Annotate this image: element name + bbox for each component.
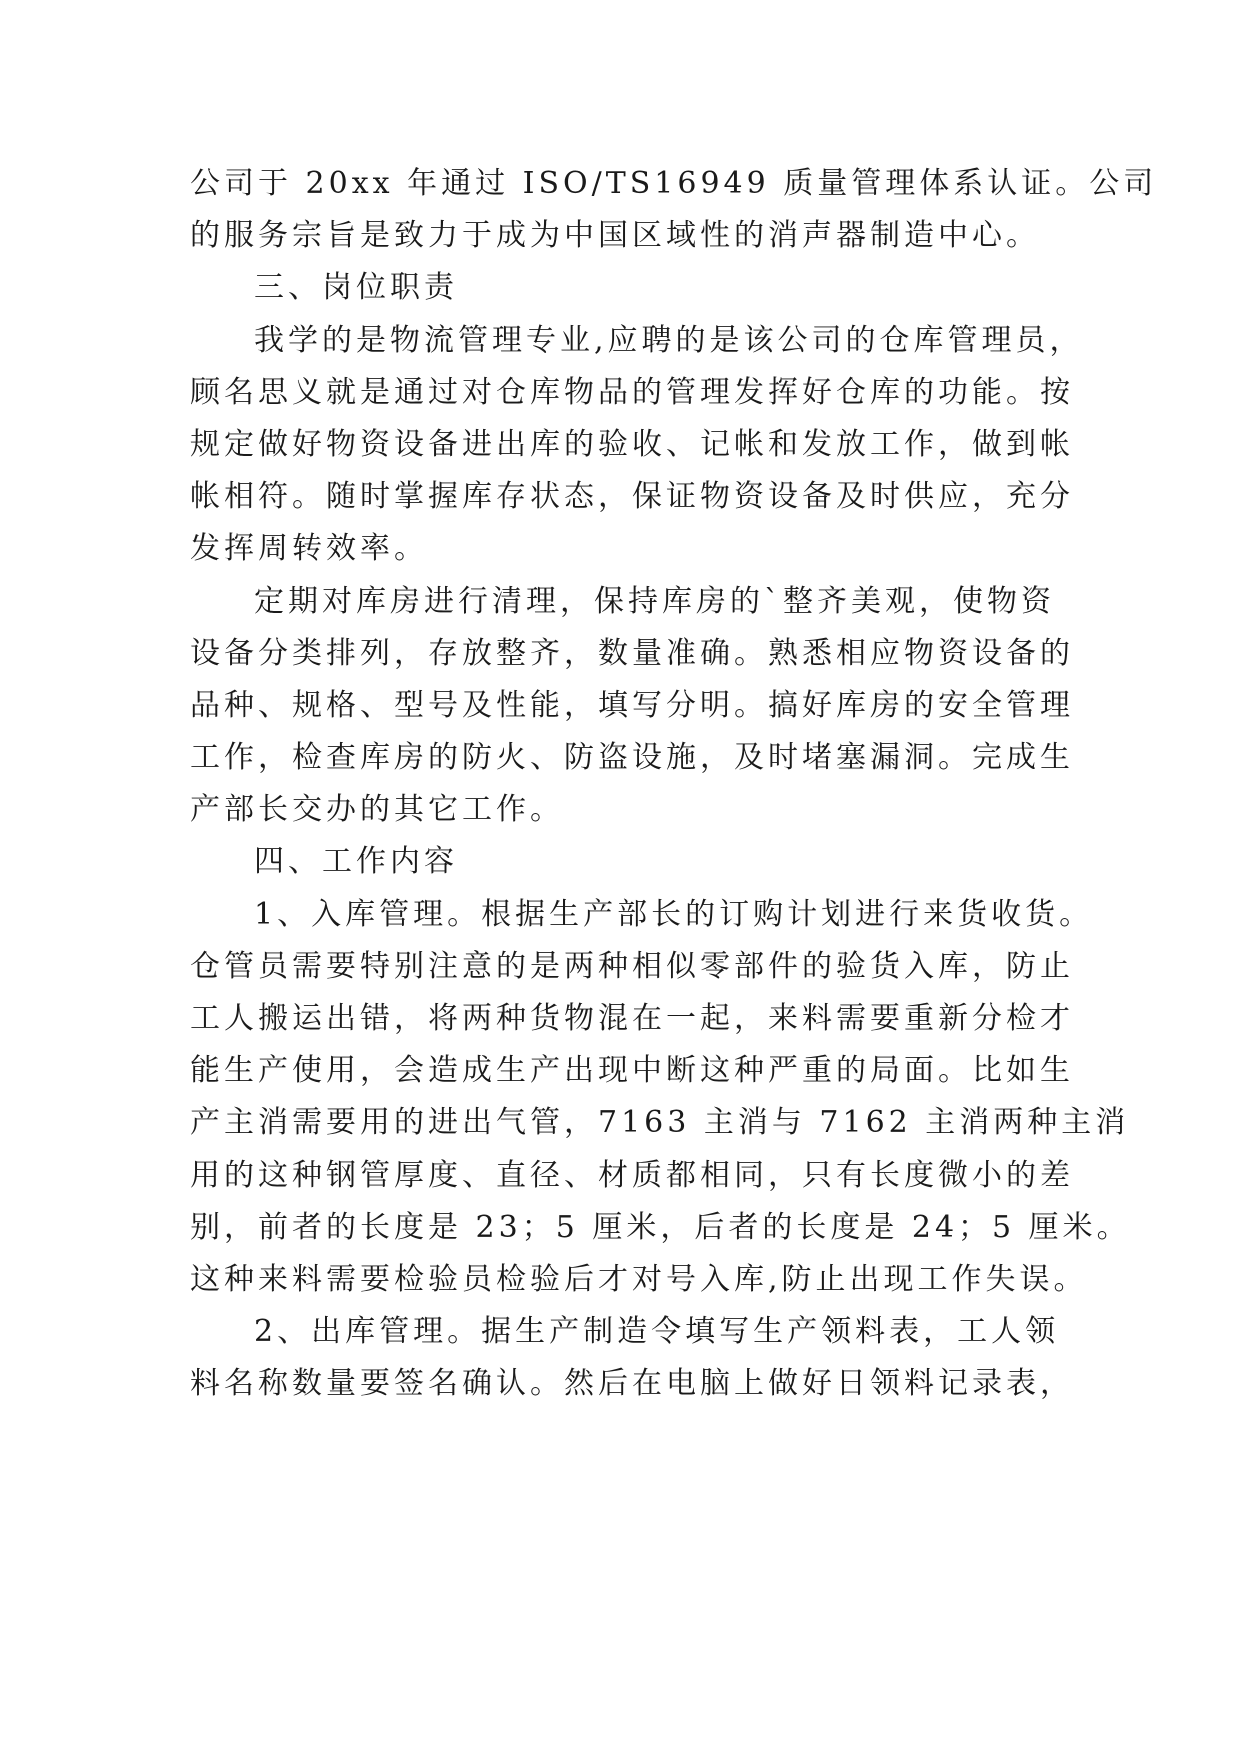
body-line: 发挥周转效率。: [190, 531, 428, 567]
section-heading: 四、工作内容: [254, 844, 458, 880]
body-line: 产主消需要用的进出气管，7163 主消与 7162 主消两种主消: [190, 1105, 1130, 1141]
body-line: 工人搬运出错，将两种货物混在一起，来料需要重新分检才: [190, 1001, 1074, 1036]
body-line: 定期对库房进行清理，保持库房的`整齐美观，使物资: [254, 583, 1055, 619]
body-line: 仓管员需要特别注意的是两种相似零部件的验货入库，防止: [190, 948, 1074, 984]
body-line: 顾名思义就是通过对仓库物品的管理发挥好仓库的功能。按: [190, 374, 1074, 410]
body-line: 公司于 20xx 年通过 ISO/TS16949 质量管理体系认证。公司: [190, 166, 1158, 201]
body-line: 产部长交办的其它工作。: [190, 792, 564, 828]
body-line: 2、出库管理。据生产制造令填写生产领料表，工人领: [254, 1314, 1060, 1350]
section-heading: 三、岗位职责: [254, 270, 458, 306]
body-line: 工作，检查库房的防火、防盗设施，及时堵塞漏洞。完成生: [190, 740, 1074, 776]
body-line: 料名称数量要签名确认。然后在电脑上做好日领料记录表，: [190, 1366, 1074, 1402]
body-line: 帐相符。随时掌握库存状态，保证物资设备及时供应，充分: [190, 479, 1074, 515]
body-line: 设备分类排列，存放整齐，数量准确。熟悉相应物资设备的: [190, 635, 1074, 671]
body-line: 品种、规格、型号及性能，填写分明。搞好库房的安全管理: [190, 687, 1074, 723]
body-line: 能生产使用，会造成生产出现中断这种严重的局面。比如生: [190, 1053, 1074, 1089]
body-line: 用的这种钢管厚度、直径、材质都相同，只有长度微小的差: [190, 1157, 1074, 1193]
body-line: 的服务宗旨是致力于成为中国区域性的消声器制造中心。: [190, 218, 1040, 254]
body-line: 1、入库管理。根据生产部长的订购计划进行来货收货。: [254, 896, 1094, 932]
document-body: [190, 158, 1158, 1411]
body-line: 规定做好物资设备进出库的验收、记帐和发放工作，做到帐: [190, 426, 1074, 462]
body-line: 我学的是物流管理专业,应聘的是该公司的仓库管理员，: [254, 322, 1084, 358]
body-line: 别，前者的长度是 23；5 厘米，后者的长度是 24；5 厘米。: [190, 1209, 1131, 1245]
body-line: 这种来料需要检验员检验后才对号入库,防止出现工作失误。: [190, 1261, 1088, 1297]
